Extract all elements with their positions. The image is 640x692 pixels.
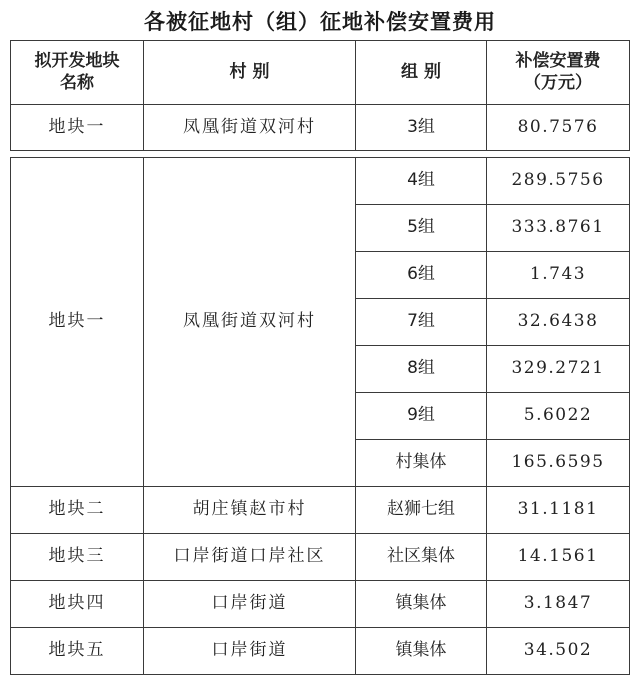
- table-row: [11, 534, 630, 581]
- table-gap-row: [11, 151, 630, 158]
- fee-cell: 329.2721: [487, 346, 630, 393]
- fee-cell: 32.6438: [487, 299, 630, 346]
- header-village: 村 别: [144, 41, 356, 105]
- group-cell: 5组: [356, 205, 487, 252]
- village-cell: 凤凰街道双河村: [144, 158, 356, 487]
- header-fee: [487, 41, 630, 105]
- village-cell: 口岸街道口岸社区: [144, 534, 356, 581]
- header-group: 组 别: [356, 41, 487, 105]
- fee-cell: 165.6595: [487, 440, 630, 487]
- table-row: [11, 487, 630, 534]
- document-title: 各被征地村（组）征地补偿安置费用: [144, 10, 496, 34]
- group-cell: 镇集体: [356, 581, 487, 628]
- table-row: [11, 105, 630, 151]
- header-fee-line1: 补偿安置费: [515, 51, 601, 72]
- table-row: [11, 158, 630, 205]
- group-cell: 社区集体: [356, 534, 487, 581]
- plot-cell: 地块四: [11, 581, 144, 628]
- fee-cell: 289.5756: [487, 158, 630, 205]
- plot-cell: 地块二: [11, 487, 144, 534]
- header-plot-line1: 拟开发地块: [34, 51, 120, 72]
- group-cell: 7组: [356, 299, 487, 346]
- fee-cell: 80.7576: [487, 105, 630, 151]
- village-cell: 口岸街道: [144, 628, 356, 675]
- table-row: [11, 628, 630, 675]
- fee-cell: 1.743: [487, 252, 630, 299]
- group-cell: 4组: [356, 158, 487, 205]
- village-cell: 凤凰街道双河村: [144, 105, 356, 151]
- plot-cell: 地块一: [11, 158, 144, 487]
- header-plot-line2: 名称: [60, 72, 94, 93]
- plot-cell: 地块三: [11, 534, 144, 581]
- village-cell: 胡庄镇赵市村: [144, 487, 356, 534]
- fee-cell: 14.1561: [487, 534, 630, 581]
- fee-cell: 5.6022: [487, 393, 630, 440]
- gap-cell: [11, 151, 630, 158]
- group-cell: 3组: [356, 105, 487, 151]
- group-cell: 8组: [356, 346, 487, 393]
- group-cell: 6组: [356, 252, 487, 299]
- group-cell: 赵狮七组: [356, 487, 487, 534]
- plot-cell: 地块五: [11, 628, 144, 675]
- village-cell: 口岸街道: [144, 581, 356, 628]
- group-cell: 村集体: [356, 440, 487, 487]
- group-cell: 镇集体: [356, 628, 487, 675]
- compensation-table: [10, 40, 630, 675]
- header-fee-line2: （万元）: [524, 72, 592, 93]
- fee-cell: 333.8761: [487, 205, 630, 252]
- group-cell: 9组: [356, 393, 487, 440]
- fee-cell: 34.502: [487, 628, 630, 675]
- plot-cell: 地块一: [11, 105, 144, 151]
- table-row: [11, 581, 630, 628]
- table-header-row: [11, 41, 630, 105]
- fee-cell: 31.1181: [487, 487, 630, 534]
- header-plot: [11, 41, 144, 105]
- fee-cell: 3.1847: [487, 581, 630, 628]
